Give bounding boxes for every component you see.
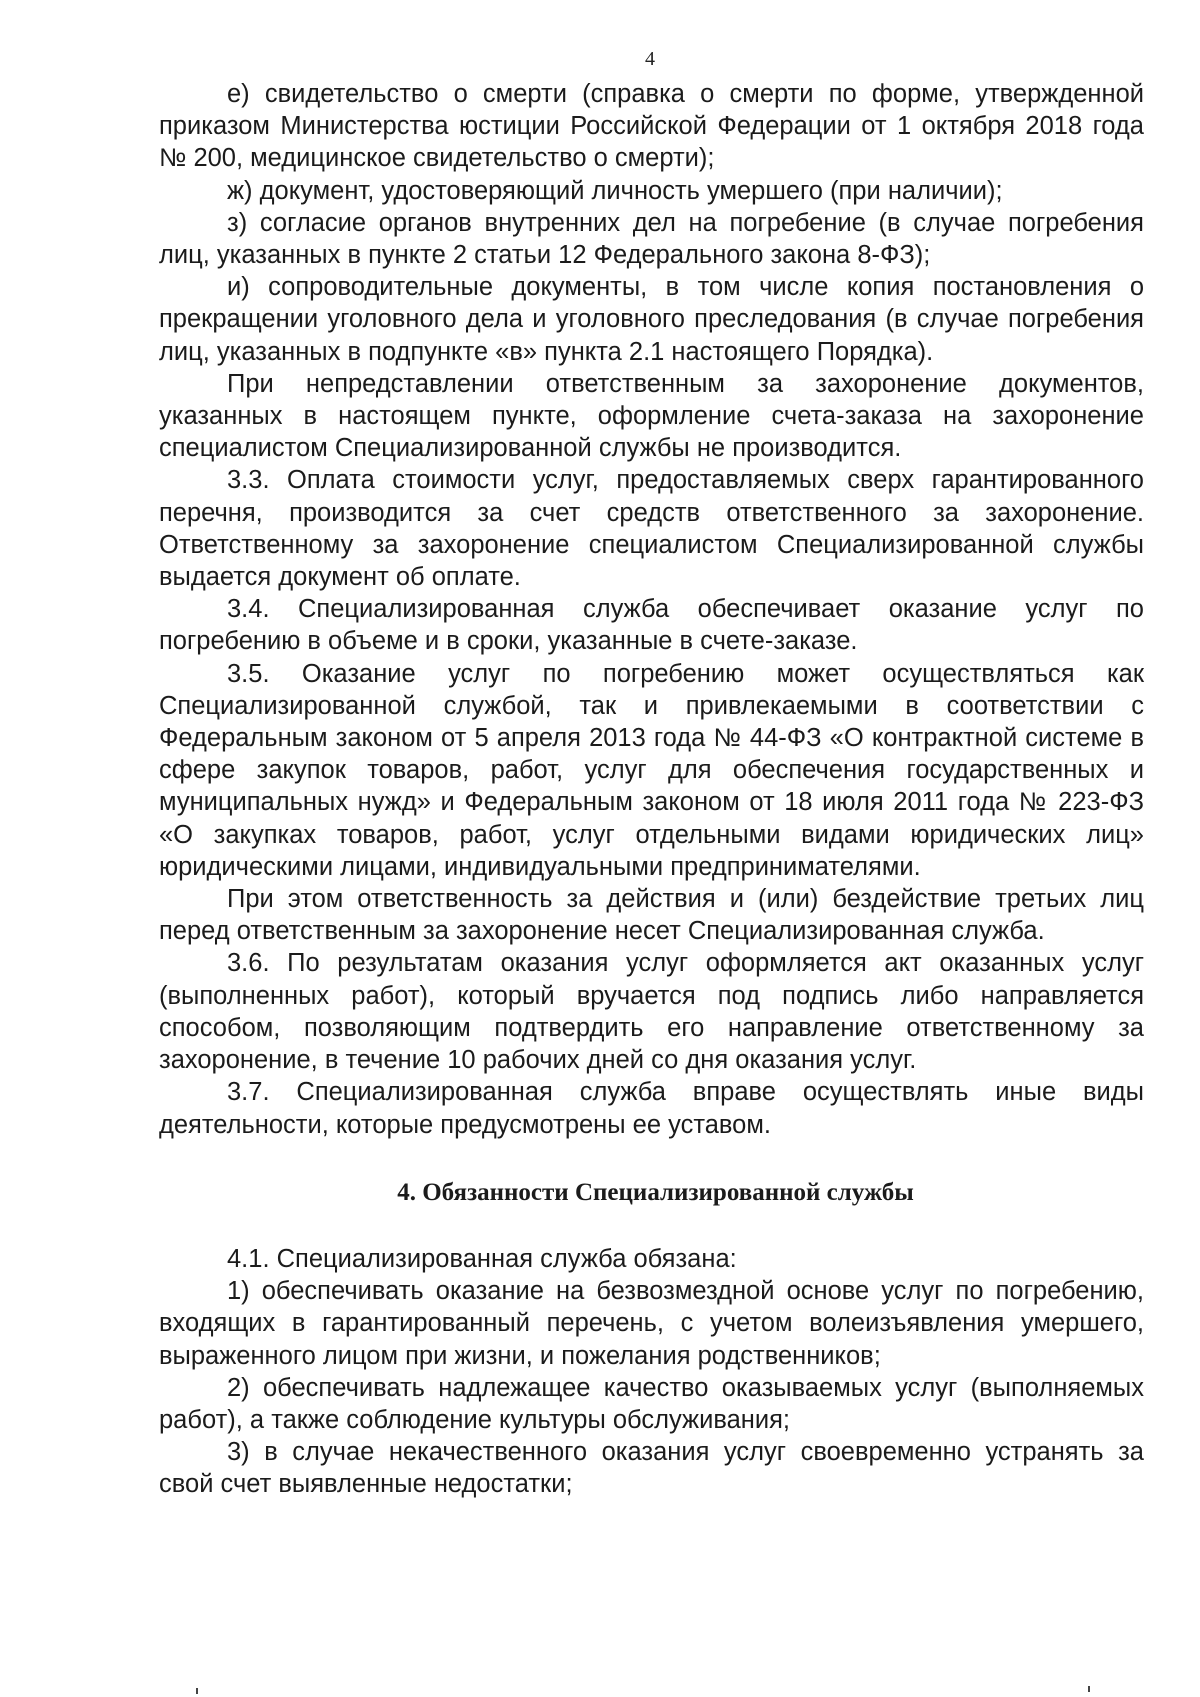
paragraph-nonsubmission: При непредставлении ответственным за захоронение документов, указанных в настоящем пункте, оформление счета-заказа на захоронение специалистом Специализированной службы не производится. [159, 369, 1144, 463]
paragraph-item-i: и) сопроводительные документы, в том числе копия постановления о прекращении уголовного дела и уголовного преследования (в случае погребения лиц, указанных в подпункте «в» пункта 2.1 настоящего Порядка). [159, 273, 1144, 366]
paragraph-4-1: 4.1. Специализированная служба обязана: [227, 1244, 737, 1273]
paragraph-3-6: 3.6. По результатам оказания услуг оформляется акт оказанных услуг (выполненных работ), который вручается под подпись либо направляется способом, позволяющим подтвердить его направление ответственному за захоронение, в течение 10 рабочих дней со дня оказания услуг. [159, 949, 1144, 1075]
page-number: 4 [645, 48, 655, 70]
paragraph-3-3: 3.3. Оплата стоимости услуг, предоставляемых сверх гарантированного перечня, производится за счет средств ответственного за захоронение. Ответственному за захоронение специалистом Специализированной службы выдается документ об оплате. [159, 466, 1144, 592]
paragraph-3-5: 3.5. Оказание услуг по погребению может осуществляться как Специализированной службой, так и привлекаемыми в соответствии с Федеральным законом от 5 апреля 2013 года № 44-ФЗ «О контрактной системе в сфере закупок товаров, работ, услуг для обеспечения государственных и муниципальных нужд» и Федеральным законом от 18 июля 2011 года № 223-ФЗ «О закупках товаров, работ, услуг отдельными видами юридических лиц» юридическими лицами, индивидуальными предпринимателями. [159, 659, 1144, 881]
scan-artifact-left [196, 1688, 198, 1694]
document-body [159, 78, 1144, 1501]
paragraph-item-z: з) согласие органов внутренних дел на погребение (в случае погребения лиц, указанных в пункте 2 статьи 12 Федерального закона 8-ФЗ); [159, 208, 1144, 270]
scan-artifact-right [1088, 1686, 1090, 1692]
paragraph-responsibility: При этом ответственность за действия и (или) бездействие третьих лиц перед ответственным за захоронение несет Специализированная служба. [159, 885, 1144, 946]
list-item-3: 3) в случае некачественного оказания услуг своевременно устранять за свой счет выявленные недостатки; [159, 1438, 1144, 1499]
paragraph-3-7: 3.7. Специализированная служба вправе осуществлять иные виды деятельности, которые предусмотрены ее уставом. [159, 1078, 1144, 1139]
paragraph-3-4: 3.4. Специализированная служба обеспечивает оказание услуг по погребению в объеме и в сроки, указанные в счете-заказе. [159, 595, 1144, 656]
list-item-1: 1) обеспечивать оказание на безвозмездной основе услуг по погребению, входящих в гарантированный перечень, с учетом волеизъявления умершего, выраженного лицом при жизни, и пожелания родственников; [159, 1277, 1144, 1370]
list-item-2: 2) обеспечивать надлежащее качество оказываемых услуг (выполняемых работ), а также соблюдение культуры обслуживания; [159, 1373, 1144, 1434]
paragraph-item-zh: ж) документ, удостоверяющий личность умершего (при наличии); [227, 176, 1003, 205]
section-4-heading: 4. Обязанности Специализированной службы [397, 1178, 914, 1206]
paragraph-item-e: е) свидетельство о смерти (справка о смерти по форме, утвержденной приказом Министерства юстиции Российской Федерации от 1 октября 2018 года № 200, медицинское свидетельство о смерти); [159, 80, 1144, 173]
